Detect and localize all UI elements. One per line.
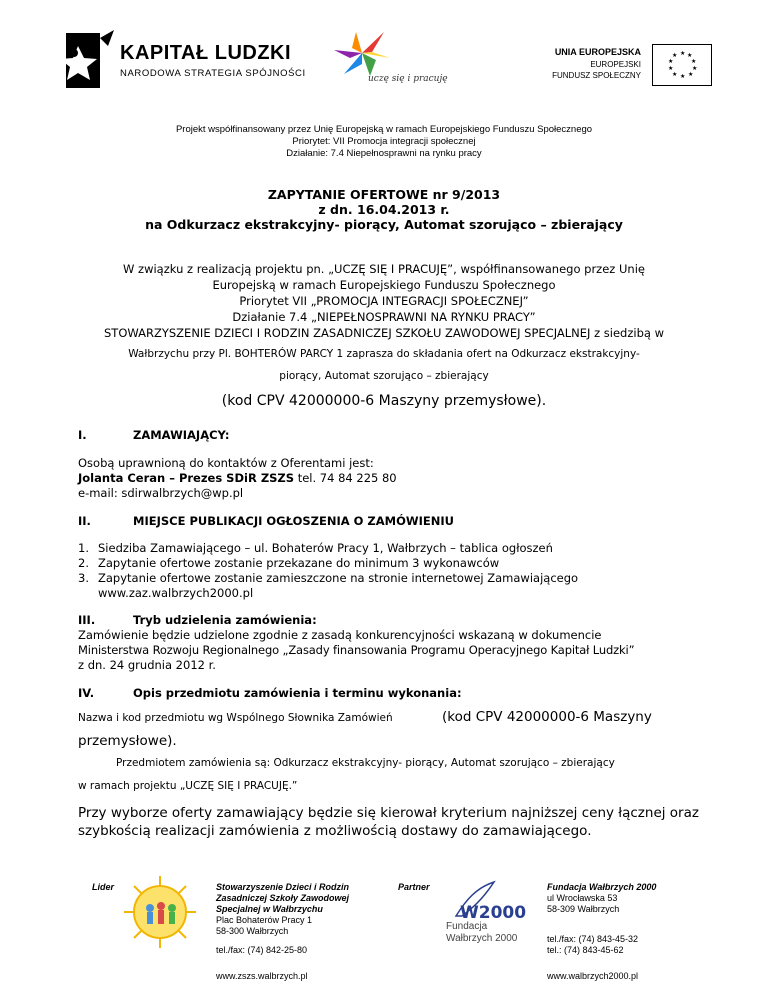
eu-flag — [652, 44, 712, 86]
partner-tel-1: tel./fax: (74) 843-45-32 — [547, 934, 639, 944]
section-2-title: MIEJSCE PUBLIKACJI OGŁOSZENIA O ZAMÓWIENIU — [133, 514, 454, 528]
project-info-line-1: Projekt współfinansowany przez Unię Europejską w ramach Europejskiego Funduszu Społecznego — [175, 124, 593, 135]
section-1-number: I. — [78, 428, 87, 442]
section-4-title: Opis przedmiotu zamówienia i terminu wykonania: — [133, 686, 462, 700]
section-4-line-4: w ramach projektu „UCZĘ SIĘ I PRACUJĘ.” — [78, 780, 298, 792]
intro-line-4: Działanie 7.4 „NIEPEŁNOSPRAWNI NA RYNKU PRACY” — [232, 310, 536, 324]
intro-line-5: STOWARZYSZENIE DZIECI I RODZIN ZASADNICZEJ SZKOŁU ZAWODOWEJ SPECJALNEJ z siedzibą w — [104, 326, 664, 340]
section-4-line-3: Przedmiotem zamówienia są: Odkurzacz ekstrakcyjny- piorący, Automat szorująco – zbierający — [116, 757, 615, 769]
partner-www: www.walbrzych2000.pl — [547, 971, 639, 981]
section-3-line-2: Ministerstwa Rozwoju Regionalnego „Zasady finansowania Programu Operacyjnego Kapitał Ludzki” — [78, 643, 635, 657]
section-4-number: IV. — [78, 686, 95, 700]
eu-line3: FUNDUSZ SPOŁECZNY — [552, 71, 641, 80]
project-info-line-3: Działanie: 7.4 Niepełnosprawni na rynku pracy — [286, 148, 482, 159]
svg-text:★: ★ — [688, 71, 694, 78]
section-2-item-3-url: www.zaz.walbrzych2000.pl — [98, 586, 254, 600]
lider-logo — [122, 874, 198, 950]
partner-logo-line-1: Fundacja — [446, 921, 488, 932]
section-3-line-1: Zamówienie będzie udzielone zgodnie z zasadą konkurencyjności wskazaną w dokumencie — [78, 628, 602, 642]
section-3-line-3: z dn. 24 grudnia 2012 r. — [78, 658, 216, 672]
colorful-star-icon — [332, 28, 392, 78]
footer-partner-label: Partner — [398, 882, 430, 892]
partner-name: Fundacja Wałbrzych 2000 — [547, 882, 657, 892]
eu-stars-icon — [653, 45, 711, 85]
section-4-line-2: przemysłowe). — [78, 733, 177, 749]
intro-line-1: W związku z realizacją projektu pn. „UCZĘ SIĘ I PRACUJĘ”, współfinansowanego przez Unię — [123, 262, 645, 276]
svg-text:★: ★ — [672, 52, 678, 59]
section-3-title: Tryb udzielenia zamówienia: — [133, 613, 317, 627]
section-4-line-1a: Nazwa i kod przedmiotu wg Wspólnego Słownika Zamówień — [78, 712, 393, 724]
cpv-line: (kod CPV 42000000-6 Maszyny przemysłowe). — [221, 393, 547, 409]
section-2-number: II. — [78, 514, 91, 528]
svg-text:★: ★ — [680, 50, 686, 57]
kl-subtitle: NARODOWA STRATEGIA SPÓJNOŚCI — [120, 68, 306, 79]
lider-www: www.zszs.walbrzych.pl — [216, 971, 308, 981]
doc-date: z dn. 16.04.2013 r. — [318, 202, 450, 217]
ucze-sie-logo-text: uczę się i pracuję — [368, 74, 448, 84]
lider-tel: tel./fax: (74) 842-25-80 — [216, 945, 308, 955]
partner-logo — [446, 880, 532, 950]
criteria-line-2: szybkością realizacji zamówienia z możliwością dostawy do zamawiającego. — [78, 823, 592, 839]
criteria-line-1: Przy wyborze oferty zamawiający będzie się kierował kryterium najniższej ceny łącznej oraz — [78, 805, 699, 821]
section-3-number: III. — [78, 613, 96, 627]
partner-logo-big: W2000 — [460, 903, 527, 920]
lider-name-2: Zasadniczej Szkoły Zawodowej — [216, 893, 350, 903]
svg-text:★: ★ — [668, 65, 674, 72]
section-4-line-1b: (kod CPV 42000000-6 Maszyny — [442, 709, 652, 725]
kapital-ludzki-emblem-icon — [58, 28, 118, 98]
section-2-item-2: Zapytanie ofertowe zostanie przekazane do minimum 3 wykonawców — [98, 556, 500, 570]
partner-addr-1: ul Wrocławska 53 — [547, 893, 618, 903]
svg-text:★: ★ — [692, 65, 698, 72]
intro-line-6: Wałbrzychu przy Pl. BOHTERÓW PARCY 1 zaprasza do składania ofert na Odkurzacz ekstrakcyjny- — [128, 348, 640, 360]
ucze-sie-logo — [332, 28, 392, 78]
lider-addr-1: Plac Bohaterów Pracy 1 — [216, 915, 313, 925]
kapital-ludzki-logo — [58, 28, 118, 98]
intro-line-7: piorący, Automat szorująco – zbierający — [279, 370, 489, 382]
intro-line-2: Europejską w ramach Europejskiego Funduszu Społecznego — [212, 278, 556, 292]
section-2-item-2-num: 2. — [78, 556, 89, 570]
section-1-title: ZAMAWIAJĄCY: — [133, 428, 230, 442]
lider-name-3: Specjalnej w Wałbrzychu — [216, 904, 323, 914]
svg-text:★: ★ — [680, 73, 686, 80]
partner-addr-2: 58-309 Wałbrzych — [547, 904, 620, 914]
section-1-contact — [78, 471, 397, 486]
lider-addr-2: 58-300 Wałbrzych — [216, 926, 289, 936]
contact-phone: tel. 74 84 225 80 — [294, 471, 397, 485]
doc-subject: na Odkurzacz ekstrakcyjny- piorący, Automat szorująco – zbierający — [145, 217, 623, 232]
doc-title: ZAPYTANIE OFERTOWE nr 9/2013 — [267, 187, 501, 202]
section-1-email: e-mail: sdirwalbrzych@wp.pl — [78, 486, 244, 500]
sun-children-icon — [122, 874, 198, 950]
lider-name-1: Stowarzyszenie Dzieci i Rodzin — [216, 882, 350, 892]
eu-line1: UNIA EUROPEJSKA — [554, 47, 641, 57]
feather-icon — [446, 880, 532, 920]
section-2-item-3-num: 3. — [78, 571, 89, 585]
section-2-item-1-num: 1. — [78, 541, 89, 555]
svg-text:★: ★ — [691, 58, 697, 65]
intro-line-3: Priorytet VII „PROMOCJA INTEGRACJI SPOŁECZNEJ” — [239, 294, 529, 308]
section-2-item-1: Siedziba Zamawiającego – ul. Bohaterów Pracy 1, Wałbrzych – tablica ogłoszeń — [98, 541, 553, 555]
section-1-line-1: Osobą uprawnioną do kontaktów z Oferentami jest: — [78, 456, 374, 470]
footer-lider-label: Lider — [92, 882, 115, 892]
partner-logo-line-2: Wałbrzych 2000 — [446, 933, 518, 944]
svg-text:★: ★ — [687, 52, 693, 59]
section-2-item-3: Zapytanie ofertowe zostanie zamieszczone na stronie internetowej Zamawiającego — [98, 571, 579, 585]
contact-name: Jolanta Ceran – Prezes SDiR ZSZS — [78, 471, 295, 485]
partner-tel-2: tel.: (74) 843-45-62 — [547, 945, 624, 955]
svg-text:★: ★ — [668, 58, 674, 65]
svg-text:★: ★ — [672, 71, 678, 78]
kl-title: KAPITAŁ LUDZKI — [120, 42, 292, 64]
eu-line2: EUROPEJSKI — [590, 60, 641, 69]
project-info-line-2: Priorytet: VII Promocja integracji społecznej — [292, 136, 476, 147]
